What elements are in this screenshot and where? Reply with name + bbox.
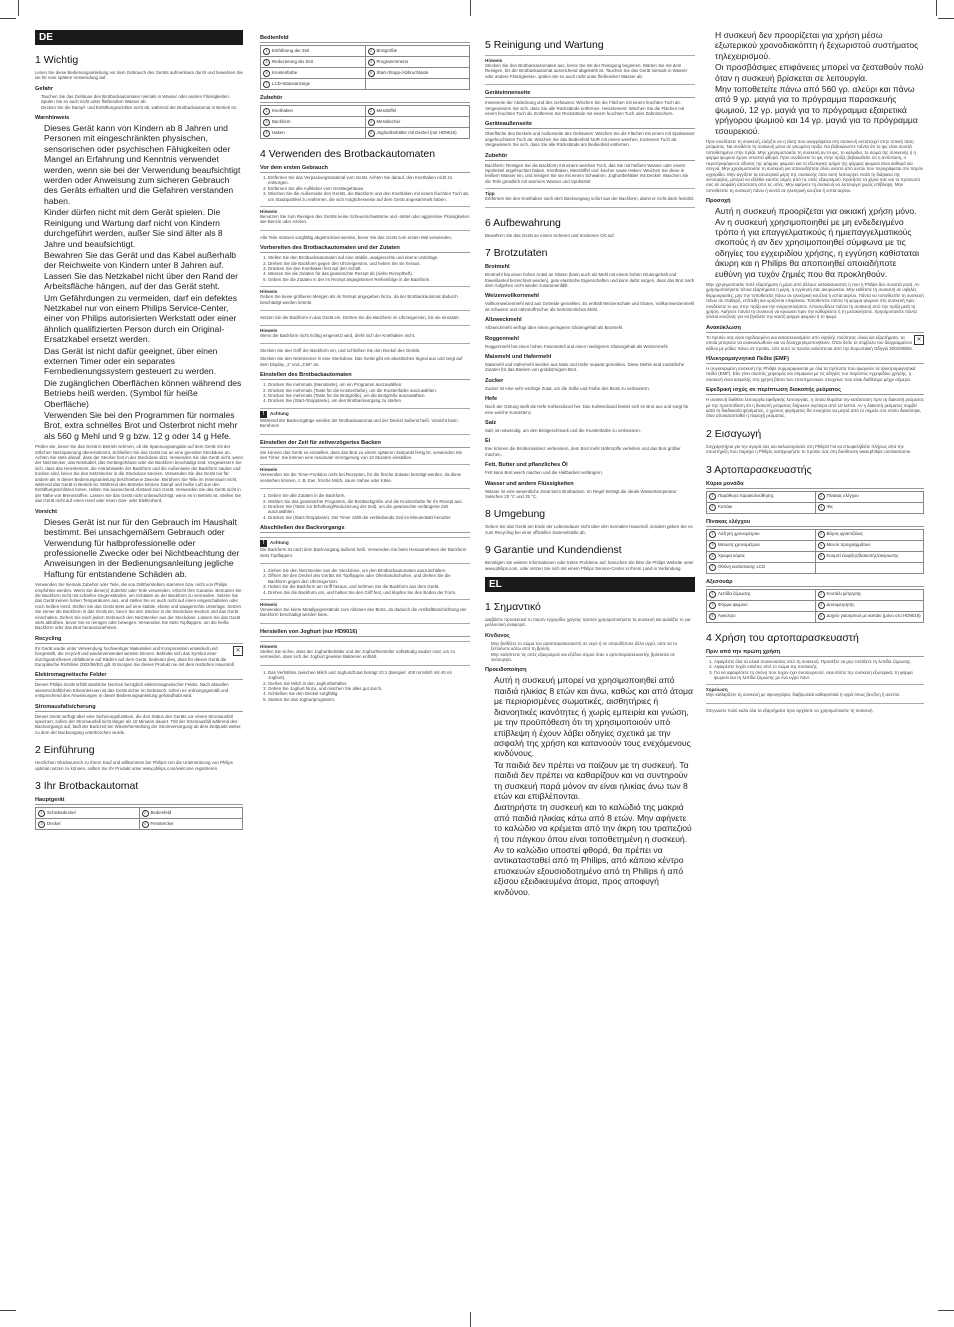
table-row — [261, 68, 470, 79]
section-heading: 7 Brotzutaten — [485, 247, 548, 260]
warning-box — [260, 537, 470, 564]
note-title: Hinweis — [260, 327, 278, 333]
table-cell: 6 Κουμπί έναρξης/διακοπής/ακύρωσης — [815, 551, 924, 562]
parts-table — [706, 589, 924, 623]
bullet-list — [706, 30, 924, 136]
section-heading: 4 Verwenden des Brotbackautomaten — [260, 148, 436, 160]
list-item: 3. Heben Sie die Backform am Griff heraus, und nehmen Sie die Backform aus dem Gerät. — [268, 584, 470, 589]
table-cell: 1 Αύξηση χρονομέτρου — [707, 529, 816, 540]
subheading: Einstellen der Zeit für zeitverzögertes Backen — [260, 440, 470, 448]
crop-mark — [470, 1312, 471, 1327]
section-heading: 1 Wichtig — [35, 54, 79, 66]
tip-box — [485, 188, 695, 207]
subheading: Stromausfallsicherung — [35, 704, 243, 712]
table-cell: 1 Λεπίδα ζύμωσης — [707, 589, 816, 600]
subheading: Einstellen des Brotbackautomaten — [260, 372, 470, 380]
table-row — [707, 589, 924, 600]
paragraph: Während der Backvorgänge werden der Brotbackautomat und der Deckel äußerst heiß. Vorsicht beim Berühren! — [260, 417, 458, 429]
table-row — [261, 79, 470, 90]
table-cell: 7 Οθόνη κατάστασης LCD — [707, 562, 816, 573]
language-tab-de: DE — [35, 30, 243, 45]
table-row — [707, 491, 924, 502]
paragraph: Wenn die Backform nicht richtig eingesetzt wird, dreht sich der Knethaken nicht. — [260, 332, 416, 338]
table-cell: 4 Messbecher — [365, 117, 470, 128]
table-cell: 2 Messlöffel — [365, 106, 470, 117]
list-item: • Bewahren Sie das Gerät und das Kabel außerhalb der Reichweite von Kindern unter 8 Jahren auf. Lassen Sie das Netzkabel nicht über den Rand der Arbeitsfläche hängen, auf der das Gerät steht. — [44, 250, 243, 292]
subheading: Gefahr — [35, 85, 54, 92]
list-item: • Verwenden Sie bei den Programmen für normales Brot, extra schnelles Brot und Osterbrot nicht mehr als 560 g Mehl und 9 g bzw. 12 g oder 14 g Hefe. — [44, 410, 243, 441]
crop-mark — [0, 1310, 16, 1311]
note-box — [706, 684, 924, 703]
table-row — [707, 562, 924, 573]
paragraph: Πριν συνδέσετε τη συσκευή, ελέγξτε αν η τάση που αναγράφεται στη συσκευή αντιστοιχεί στην τοπική τάση ρεύματος. Να συνδέετε τη συσκευή μόνο σε γειωμένη πρίζα. Να βεβαιώνεστε πάντα ότι το φις είναι σωστά τοποθετημένο στην πρίζα. Μην χρησιμοποιείτε τη συσκευή αν το φις, το καλώδιο, το σώμα της συσκευής ή η φόρμα ψωμιού έχουν υποστεί φθορά. Πριν συνδέσετε το φις στην πρίζα, βεβαιωθείτε ότι η αντίσταση, ο περιστρεφόμενος άξονας της φόρμας ψωμιού και το εξωτερικό τμήμα της φόρμας ψωμιού είναι καθαρά και στεγνά. Μην χρησιμοποιείτε τη συσκευή για οποιονδήποτε άλλο σκοπό από αυτόν που περιγράφεται στο παρόν εγχειρίδιο. Μην αγγίζετε τα εσωτερικά μέρη της συσκευής όταν αυτή λειτουργεί. Κατά τη διάρκεια της λειτουργίας, μπορεί να εξέλθει καυτός ατμός από τις οπές εξαερισμού. Κρατήστε τα χέρια σας και το πρόσωπό σας σε ασφαλή απόσταση από τις οπές. Μην αφήνετε τη συσκευή να λειτουργεί χωρίς επίβλεψη. Μην τοποθετείτε τη συσκευή πάνω ή κοντά σε ηλεκτρική κουζίνα ή εστία αερίου. — [706, 139, 924, 193]
list-item: • Μην τοποθετείτε πάνω από 560 γρ. αλεύρι και πάνω από 9 γρ. μαγιά για το πρόγραμμα παρασκευής ψωμιού, 12 γρ. μαγιά για το πρόγραμμα εξαιρετικά γρήγορου ψωμιού και 14 γρ. μαγιά για το πρόγραμμα τσουρεκιού. — [715, 84, 924, 136]
list-item: 3. Για να αφαιρέσετε τη σκόνη που τυχόν έχει συσσωρευτεί, σκουπίστε την συσκευή εξωτερικά, τη φόρμα ψωμιού και τη λεπίδα ζύμωσης με ένα υγρό πανί. — [714, 670, 924, 681]
subheading: Vor dem ersten Gebrauch — [260, 165, 470, 173]
list-item: • Αυτή η συσκευή μπορεί να χρησιμοποιηθεί από παιδιά ηλικίας 8 ετών και άνω, καθώς και από άτομα με περιορισμένες σωματικές, αισθητήριες ή διανοητικές ικανότητες ή χωρίς εμπειρία και γνώση, με την προϋπόθεση ότι τη χρησιμοποιούν υπό επίβλεψη ή έχουν λάβει οδηγίες σχετικά με την ασφαλή της χρήση και κατανοούν τους ενεχόμενους κινδύνους. — [494, 675, 695, 758]
section-heading: 8 Umgebung — [485, 508, 546, 521]
paragraph: Stecken Sie den Griff der Backform ein, und schließen Sie den Deckel des Geräts. — [260, 347, 421, 353]
subheading: Herstellen von Joghurt (nur HD9016) — [260, 629, 470, 637]
section-heading: 3 Ihr Brotbackautomat — [35, 780, 139, 793]
column-4 — [706, 30, 924, 1300]
subheading: Κίνδυνος — [485, 632, 510, 639]
paragraph: Η συσκευή διαθέτει λειτουργία εφεδρικής λειτουργίας, η οποία θυμάται την κατάσταση πριν τη διακοπή ρεύματος με την προϋπόθεση ότι η διακοπή ρεύματος διήρκεσε λιγότερο από 10 λεπτά. Αν η διακοπή ρεύματος συμβεί κατά τη διαδικασία ψησίματος, ο χρόνος ψησίματος θα συνεχίσει να μετρά από το σημείο στο οποίο διακόπηκε, όταν αποκατασταθεί η παροχή ρεύματος. — [706, 397, 924, 419]
list-item: 3. Drücken Sie (Taste zur Erhöhung/Reduzierung der Zeit), um die gewünschte verlängerte Zeit auszuwählen. — [268, 504, 470, 515]
subheading: Bedienfeld — [260, 35, 470, 43]
note-title: Σημείωση — [706, 687, 728, 693]
list-item: 3. Drücken Sie den Knethaken fest auf den Schaft. — [268, 266, 470, 271]
table-cell: 3 Μείωση χρονομέτρου — [707, 540, 816, 551]
list-item: 2. Drehen Sie die Backform gegen den Uhrzeigersinn, und heben Sie sie heraus. — [268, 261, 470, 266]
section-heading: 9 Garantie und Kundendienst — [485, 544, 622, 557]
note-title: Hinweis — [260, 467, 278, 473]
step-list — [706, 659, 924, 681]
paragraph: Salz ist notwendig, um den Brotgeschmack und die Krustenfarbe zu verbessern. — [485, 427, 641, 433]
step-list — [260, 670, 470, 702]
subheading: Πριν από την πρώτη χρήση — [706, 649, 924, 657]
subheading: Zucker — [485, 377, 504, 384]
table-cell: 2 Bedienfeld — [139, 808, 243, 819]
paragraph: Geben Sie das Gerät am Ende der Lebensdauer nicht über den normalen Hausmüll, sondern geben Sie es zum Recycling bei einer offiziellen Sammelstelle ab. — [485, 524, 693, 535]
subheading: Vorsicht — [35, 508, 57, 515]
table-cell: 5 Krustenfarbe — [261, 68, 366, 79]
paragraph: Stecken Sie den Netzstecker in eine Steckdose. Das Gerät gibt ein akustisches Signal aus und zeigt auf dem Display „1" und „3:55" an. — [260, 356, 463, 367]
note-box — [260, 599, 470, 624]
paragraph: Sie können das Gerät so einstellen, dass das Brot zu einem späteren Zeitpunkt fertig ist, verwenden Sie den Timer. Sie können eine maximale Verzögerung von 13 Stunden einstellen. — [260, 449, 463, 460]
bullet-list — [35, 123, 243, 441]
subheading: Zubehör — [260, 95, 470, 103]
paragraph: Lesen Sie diese Bedienungsanleitung vor dem Gebrauch des Geräts aufmerksam durch und bewahren Sie sie für eine spätere Verwendung auf. — [35, 70, 243, 81]
subheading: Hefe — [485, 396, 498, 403]
paragraph: Die Backform ist nach dem Backvorgang äußerst heiß. Verwenden Sie beim Herausnehmen der Backform stets Topflappen. — [260, 547, 467, 558]
paragraph: Roggenmehl hat einen hohen Faseranteil und einen niedrigeren Glutengehalt als Weizenmehl. — [485, 343, 669, 349]
step-list — [260, 568, 470, 595]
list-item: • Das Gerät ist nicht dafür geeignet, über einen externen Timer oder ein separates Fernbedienungssystem gesteuert zu werden. — [44, 346, 243, 377]
list-item: 1. Geben Sie alle Zutaten in die Backform. — [268, 493, 470, 498]
table-cell: 4 Μενού προγραμμάτων — [815, 540, 924, 551]
paragraph: Backform: Reinigen Sie die Backform mit einem weichen Tuch, das Sie mit heißem Wasser oder einem Spülmittel angefeuchtet haben. Knethaken, Messlöffel und -becher sowie Haken: Weichen Sie diese in heißem Wasser ein, und reinigen Sie sie mit einem Schwamm. Joghurtbehälter mit Deckel: Waschen Sie die Teile gründlich mit warmem Wasser und Spülmittel. — [485, 162, 689, 184]
paragraph: Zucker ist eine sehr wichtige Zutat, um die Süße und Farbe des Brots zu verbessern. — [485, 385, 650, 391]
list-item: 3. Drücken Sie mehrmals (Taste für die Brotgröße), um die Brotgröße auszuwählen. — [268, 393, 470, 398]
subheading: Roggenmehl — [485, 335, 519, 342]
table-row — [261, 106, 470, 117]
list-item: 2. Wählen Sie das gewünschte Programm, die Brotbackgröße und die Krustenfarbe für Ihr Rezept aus. — [268, 499, 470, 504]
note-title: Hinweis — [260, 643, 278, 649]
subheading: Abschließen des Backvorgangs — [260, 525, 470, 533]
list-item: 3. Geben Sie Joghurt hinzu, und mischen Sie alles gut durch. — [268, 686, 470, 691]
table-cell — [815, 562, 924, 573]
list-item: 5. Starten Sie das Joghurtprogramm. — [268, 697, 470, 702]
list-item: 2. Entfernen Sie alle Aufkleber vom Gerätegehäuse. — [268, 186, 470, 191]
list-item: • Kinder dürfen nicht mit dem Gerät spielen. Die Reinigung und Wartung darf nicht von Kindern durchgeführt werden, außer Sie sind älter als 8 Jahre und beaufsichtigt. — [44, 207, 243, 249]
subheading: Vorbereiten des Brotbackautomaten und der Zutaten — [260, 245, 470, 253]
parts-table — [706, 491, 924, 514]
step-list — [260, 382, 470, 404]
table-row — [36, 819, 243, 830]
list-item: • Μην βυθίζετε το σώμα του αρτοπαρασκευαστή σε νερό ή σε οποιοδήποτε άλλο υγρό, ούτε να το ξεπλένετε κάτω από τη βρύση. — [491, 641, 695, 652]
paragraph: Μην χρησιμοποιείτε ποτέ εξαρτήματα ή μέρη από άλλους κατασκευαστές ή που η Philips δεν συνιστά ρητά. Αν χρησιμοποιήσετε τέτοια εξαρτήματα ή μέρη, η εγγύησή σας ακυρώνεται. Μην εκθέτετε τη συσκευή σε υψηλές θερμοκρασίες, μην την τοποθετείτε πάνω σε ηλεκτρική κουζίνα ή εστία αερίου. Πάντα να τοποθετείτε τη συσκευή πάνω σε σταθερή, επίπεδη και οριζόντια επιφάνεια. Τοποθετείτε πάντα τη φόρμα ψωμιού στη συσκευή πριν συνδέσετε το φις στην πρίζα και την ενεργοποιήσετε. Αποσυνδέετε πάντα τη συσκευή από την πρίζα μετά τη χρήση. Αφήνετε πάντα τη συσκευή να κρυώσει πριν την καθαρίσετε ή τη μετακινήσετε. Χρησιμοποιείτε πάντα γάντια κουζίνας για να βγάλετε την καυτή φόρμα ψωμιού ή το ψωμί. — [706, 281, 924, 320]
list-item: • Μην καλύπτετε τις οπές εξαερισμού και εξόδου ατμού όταν ο αρτοπαρασκευαστής βρίσκεται σε λειτουργία. — [491, 652, 695, 663]
recycling-text: Το προϊόν σας είναι σχεδιασμένο και κατασκευασμένο από υψηλής ποιότητας υλικά και εξαρτήματα, τα οποία μπορούν να ανακυκλωθούν και να ξαναχρησιμοποιηθούν. Όταν δείτε το σύμβολο του διαγραμμένου κάδου με ρόδες πάνω σε προϊόν, τότε αυτό το προϊόν καλύπτεται από την Ευρωπαϊκή Οδηγία 2002/96/ΕΚ. — [706, 334, 914, 351]
list-item: 2. Drücken Sie mehrmals (Taste für die Krustenfarbe), um die Krustenfarbe auszuwählen. — [268, 388, 470, 393]
recycle-bin-icon: ✕ — [233, 646, 243, 656]
table-cell: 6 Start-/Stopp-/Abbruchtaste — [365, 68, 470, 79]
note-box — [260, 286, 470, 311]
table-row — [707, 551, 924, 562]
table-cell: 1 Knethaken — [261, 106, 366, 117]
crop-mark — [938, 18, 954, 19]
list-item: • Οι προσβάσιμες επιφάνειες μπορεί να ζεσταθούν πολύ όταν η συσκευή βρίσκεται σε λειτουργία. — [715, 62, 924, 83]
table-row — [707, 529, 924, 540]
subheading: Warnhinweis — [35, 115, 70, 122]
parts-table — [260, 45, 470, 90]
paragraph: Vollkornweizenmehl wird aus Getreide gemahlen. Es enthält Weizenschale und Gluten. Vollkornweizenmehl ist schwerer und nährstoffreicher als herkömmliches Mehl. — [485, 301, 695, 312]
list-item: 4. Drehen Sie die Backform um, und halten Sie den Griff fest, und klopfen Sie den Boden der Form. — [268, 590, 470, 595]
table-row — [36, 808, 243, 819]
list-item: 1. Stellen Sie den Brotbackautomaten auf eine stabile, waagerechte und ebene Unterlage. — [268, 255, 470, 260]
list-item: • Αν το καλώδιο υποστεί φθορά, θα πρέπει να αντικατασταθεί από τη Philips, από κάποιο κέντρο επισκευών εξουσιοδοτημένο από τη Philips ή από εξίσου εξειδικευμένα άτομα, προς αποφυγή κινδύνου. — [494, 845, 695, 897]
list-item: 4. Drücken Sie (Start-/Stopptaste), um den Brotbackvorgang zu starten. — [268, 398, 470, 403]
table-cell: 6 Δοχείο γιαουρτιού με καπάκι (μόνο στο HD9016) — [815, 611, 924, 622]
paragraph — [35, 646, 243, 668]
crop-mark — [938, 1310, 954, 1311]
section-heading: 6 Aufbewahrung — [485, 216, 561, 229]
subheading: Εφεδρική ισχύς σε περίπτωση διακοπής ρεύματος — [706, 387, 924, 395]
language-tab-el: EL — [485, 577, 695, 592]
bullet-list — [35, 94, 243, 110]
table-cell: 1 Παράθυρο παρακολούθησης — [707, 491, 816, 502]
section-heading: 2 Einführung — [35, 744, 95, 757]
section-heading: 4 Χρήση του αρτοπαρασκευαστή — [706, 631, 859, 644]
tip-title: Tipp — [485, 191, 495, 197]
paragraph: Verwenden Sie niemals Zubehör oder Teile, die von Drittherstellern stammen bzw. nicht von Philips empfohlen werden. Wenn Sie diese(s) Zubehör oder Teile verwenden, erlischt Ihre Garantie. Benutzen Sie die Backform nicht mit scharfen Gegenständen, um Schäden an der Backform zu vermeiden. Setzen Sie das Gerät keinen hohen Temperaturen aus, und stellen Sie es auch nicht auf einen eingeschalteten oder noch heißen Herd. Stellen Sie das Gerät stets auf eine stabile, ebene und waagerechte Unterlage. Setzen Sie immer die Backform in das Gerät ein, bevor Sie den Stecker in die Steckdose stecken und das Gerät einschalten. Ziehen Sie nach jedem Gebrauch den Netzstecker aus der Steckdose. Lassen Sie das Gerät stets abkühlen, bevor Sie es reinigen oder bewegen. Verwenden Sie stets Topflappen, um die heiße Backform oder das Brot herauszunehmen. — [35, 582, 242, 631]
paragraph: Wasser ist eine wesentliche Zutat beim Brotbacken. Im Regel beträgt die ideale Wassertemperatur zwischen 20 °C und 25 °C. — [485, 488, 677, 499]
list-item: 1. Drücken Sie mehrmals (Menütaste), um ein Programm auszuwählen. — [268, 382, 470, 387]
paragraph: Bewahren Sie das Gerät an einem sicheren und trockenen Ort auf. — [485, 232, 615, 238]
table-row — [707, 540, 924, 551]
list-item: 2. Αφαιρέστε τυχόν ετικέτες από το σώμα της συσκευής. — [714, 664, 924, 669]
note-title: Hinweis — [260, 602, 278, 608]
column-2 — [260, 30, 470, 1300]
note-title: Hinweis — [260, 209, 278, 215]
list-item: • Τα παιδιά δεν πρέπει να παίζουν με τη συσκευή. Τα παιδιά δεν πρέπει να καθαρίζουν και να συντηρούν τη συσκευή παρά μόνον αν είναι ηλικίας άνω των 8 ετών και επιβλέπονται. — [494, 760, 695, 802]
table-cell: 7 LCD-Statusanzeige — [261, 79, 366, 90]
subheading: Geräteinnenseite — [485, 90, 695, 98]
list-item: 4. Drücken Sie (Start-/Stopptaste). Der Timer zählt die verbleibende Zeit im Minutentakt herunter. — [268, 515, 470, 520]
note-title: Hinweis — [260, 289, 278, 295]
list-item: 4. Messen Sie die Zutaten für das gewünschte Rezept ab (siehe Rezeptheft). — [268, 271, 470, 276]
note-title: Hinweis — [485, 58, 503, 63]
table-cell: 1 Schiebedeckel — [36, 808, 140, 819]
paragraph: Benutzen Sie zum Reinigen des Geräts keine Scheuerschwämme und -mittel oder aggressive Flüssigkeiten wie Benzin oder Azeton. — [260, 214, 470, 225]
table-cell: 4 Δοσομετρητής — [815, 600, 924, 611]
paragraph: Oberfläche des Deckels und Außenseite des Gehäuses: Wischen Sie die Flächen mit einem mit Spülwasser angefeuchteten Tuch ab. Wischen Sie das Bedienfeld NUR mit einem weichen, trockenen Tuch ab. Vergewissern Sie sich, dass Sie alle Rückstände am Bedienfeld entfernen. — [485, 131, 695, 148]
step-list — [260, 255, 470, 282]
subheading: Elektromagnetische Felder — [35, 672, 243, 680]
table-cell: 3 Φόρμα ψωμιού — [707, 600, 816, 611]
subheading: Προειδοποίηση — [485, 667, 527, 674]
subheading: Ei — [485, 438, 491, 445]
table-cell: 4 Φις — [815, 502, 924, 513]
paragraph: Alle Teile müssen sorgfältig abgetrocknet werden, bevor Sie das Gerät zum ersten Mal verwenden. — [260, 234, 452, 240]
note-box — [260, 325, 470, 344]
subheading: Hauptgerät — [35, 797, 243, 805]
paragraph: Eier können die Brotkonsistenz verbessern, dem Brot mehr Nährstoffe verleihen und das Brot größer machen. — [485, 446, 681, 457]
bullet-list — [485, 675, 695, 897]
list-item: 1. Das Verhältnis zwischen Milch und Joghurt/Zutat beträgt 10:1 (Beispiel: 400 ml Milch mit 40 ml Joghurt). — [268, 670, 470, 681]
paragraph: Verwenden Sie keine Metallgegenstände zum Ablösen des Brots, da dadurch die Antihaftbeschichtung der Backform beschädigt werden kann. — [260, 607, 467, 618]
table-cell: 3 Deckel — [36, 819, 140, 830]
list-item: • Tauchen Sie das Gehäuse des Brotbackautomaten niemals in Wasser oder andere Flüssigkeiten. Spülen Sie es auch nicht unter fließendem Wasser ab. — [41, 94, 243, 105]
subheading: Brotmehl — [485, 264, 510, 271]
crop-mark — [470, 0, 471, 16]
list-item: • Αυτή η συσκευή προορίζεται για οικιακή χρήση μόνο. Αν η συσκευή χρησιμοποιηθεί με μη ενδεδειγμένο τρόπο ή για επαγγελματικούς ή ημιεπαγγελματικούς σκοπούς ή αν δεν χρησιμοποιηθεί σύμφωνα με τις οδηγίες του εγχειριδίου χρήσης, η εγγύηση καθίσταται άκυρη και η Philips θα αποποιηθεί οποιαδήποτε ευθύνη για τυχόν ζημιές που θα προκληθούν. — [715, 206, 924, 279]
step-list — [260, 493, 470, 520]
parts-table — [706, 529, 924, 574]
paragraph: Στεγνώστε πολύ καλά όλα τα εξαρτήματα πριν αρχίσετε να χρησιμοποιείτε τη συσκευή. — [706, 707, 874, 713]
recycling-text: Ihr Gerät wurde unter Verwendung hochwertiger Materialien und Komponenten entwickelt und hergestellt, die recycelt und wiederverwendet werden können. Befindet sich das Symbol einer durchgestrichenen Abfalltonne auf Rädern auf dem Gerät, bedeutet dies, dass für dieses Gerät die Europäische Richtlinie 2002/96/EG gilt. Entsorgen Sie dieses Produkt nie mit dem restlichen Hausmüll. — [35, 645, 235, 667]
table-cell: 5 Άγκιστρο — [707, 611, 816, 622]
table-cell: 2 Κουτάλι μέτρησης — [815, 589, 924, 600]
table-row — [261, 117, 470, 128]
crop-mark — [936, 0, 937, 16]
parts-table — [35, 807, 243, 830]
table-row — [707, 611, 924, 622]
subheading: Ανακύκλωση — [706, 325, 924, 333]
paragraph: Brotmehl hat einen hohen Anteil an Gluten (kann auch als Mehl mit einem hohen Glutengehalt und Eiweißanteil bezeichnet werden), gute elastische Eigenschaften und kann dafür sorgen, dass das Brot nach dem Aufgehen nicht wieder zusammenfällt. — [485, 272, 695, 288]
table-cell: 4 Fenstercker — [139, 819, 243, 830]
column-3 — [485, 30, 695, 1300]
list-item: 5. Geben Sie die Zutaten in der im Rezept angegebenen Reihenfolge in die Backform. — [268, 277, 470, 282]
table-row — [261, 57, 470, 68]
table-cell: 3 Reduzierung der Zeit — [261, 57, 366, 68]
subheading: Fett, Butter und pflanzliches Öl — [485, 462, 568, 469]
list-item: 1. Αφαιρέστε όλα τα υλικά συσκευασίας από τη συσκευή. Προσέξτε να μην πετάξετε τη λεπίδα ζύμωσης. — [714, 659, 924, 664]
bullet-list — [706, 206, 924, 279]
note-box — [485, 55, 695, 85]
table-cell: 5 Χρώμα κόρας — [707, 551, 816, 562]
list-item: • Dieses Gerät kann von Kindern ab 8 Jahren und Personen mit eingeschränkten physischen, sensorischen oder psychischen Fähigkeiten oder Mangel an Erfahrung und Kenntnis verwendet werden, wenn sie bei der Verwendung beaufsichtigt werden oder Anweisung zum sicheren Gebrauch des Geräts erhalten und die Gefahren verstanden haben. — [44, 123, 243, 206]
paragraph: Prüfen Sie, bevor Sie das Gerät in Betrieb nehmen, ob die Spannungsangabe auf dem Gerät mit der örtlichen Netzspannung übereinstimmt. Schließen Sie das Gerät nur an eine geerdete Steckdose an. Achten Sie stets darauf, dass der Stecker fest in der Steckdose sitzt. Verwenden Sie das Gerät nicht, wenn der Netzstecker, das Netzkabel, das Gerätegehäuse oder die Backform beschädigt sind. Vergewissern Sie sich, dass das Heizelement, die Antriebswelle der Backform und die Außenseite der Backform sauber und trocken sind, bevor Sie den Netzstecker in die Steckdose stecken. Verwenden Sie das Gerät nur für andere als in dieser Bedienungsanleitung beschriebene Zwecke. Berühren Sie Teile im Innenraum nicht, während das Gerät in Betrieb ist. Während des Betriebs können Dampf und heiße Luft aus den Entlüftungsschlitzen treten. Halten Sie ausreichend Abstand zum Gerät. Verwenden Sie das Gerät nicht in der Nähe von Brennstoffen. Lassen Sie das Gerät nicht unbeaufsichtigt, wenn es in Betrieb ist. Stellen Sie das Gerät nicht auf einen Herd oder einen Gas- oder Elektroherd. — [35, 444, 243, 504]
table-row — [261, 128, 470, 139]
subheading: Salz — [485, 419, 497, 426]
list-item: • Dieses Gerät ist nur für den Gebrauch im Haushalt bestimmt. Bei unsachgemäßem Gebrauch oder Verwendung für halbprofessionelle oder professionelle Zwecke oder bei Nichtbeachtung der Anweisungen in der Bedienungsanleitung jegliche Haftung für entstandene Schäden ab. — [44, 517, 243, 579]
paragraph: Herzlichen Glückwunsch zu Ihrem Kauf und willkommen bei Philips! Um die Unterstützung von Philips optimal nutzen zu können, sollten Sie Ihr Produkt unter www.philips.com/welcome registrieren. — [35, 760, 233, 771]
paragraph: Allzweckmehl verfügt über einen geringeren Glutengehalt als Brotmehl. — [485, 325, 624, 331]
list-item: • Decken Sie die Dampf- und Entlüftungsschlitze nicht ab, während der Brotbackautomat in Betrieb ist. — [41, 105, 243, 110]
table-cell: 3 Backform — [261, 117, 366, 128]
table-row — [261, 46, 470, 57]
table-cell: 4 Programmmenü — [365, 57, 470, 68]
subheading: Maismehl und Hafermehl — [485, 353, 552, 360]
subheading: Προσοχή — [706, 198, 731, 205]
parts-table — [260, 105, 470, 139]
paragraph: Διαβάστε προσεκτικά το παρόν εγχειρίδιο χρήσης προτού χρησιμοποιήσετε τη συσκευή και φυλάξτε το για μελλοντική αναφορά. — [485, 617, 691, 628]
paragraph: Maismehl und Hafermehl werden aus Mais und Hafer separat gemahlen. Diese Mehle sind zusätzliche Zutaten für das Backen von grobkörnigem Brot. — [485, 361, 685, 373]
table-cell: 3 Καπάκι — [707, 502, 816, 513]
paragraph: Μην καθαρίζετε τη συσκευή με σφουγγάρια, διαβρωτικά καθαριστικά ή υγρά όπως βενζίνη ή ασετόν. — [706, 692, 901, 698]
note-box — [260, 206, 470, 231]
paragraph: Geben Sie keine größeren Mengen als im Rezept angegeben hinzu, da der Brotbackautomat dadurch beschädigt werden könnte. — [260, 294, 458, 305]
table-cell: 2 Brotgrößte — [365, 46, 470, 57]
subheading: Recycling — [35, 636, 243, 644]
list-item: 2. Öffnen Sie den Deckel des Geräts mit Topflappen oder Ofenhandschuhen, und drehen Sie die Backform gegen den Uhrzeigersinn. — [268, 573, 470, 584]
list-item: • Um Gefährdungen zu vermeiden, darf ein defektes Netzkabel nur von einem Philips Service-Center, einer von Philips autorisierten Werkstatt oder einer ähnlich qualifizierten Person durch ein Original-Ersatzkabel ersetzt werden. — [44, 293, 243, 345]
paragraph: Innenseite der Abdeckung und des Gehäuses: Wischen Sie die Flächen mit einem feuchten Tuch ab. Vergewissern Sie sich, dass Sie alle Rückstände entfernen. Heizelement: Wischen Sie die Flächen mit einem feuchten Tuch ab. Entfernen Sie Rückstände mit einem feuchten Tuch oder Zahnstochern. — [485, 100, 685, 117]
subheading: Weizenvollkornmehl — [485, 293, 539, 300]
warning-title: ! Achtung — [260, 411, 470, 418]
list-item: • Die zugänglichen Oberflächen können während des Betriebs heiß werden. (Symbol für heiße Oberfläche) — [44, 378, 243, 409]
bullet-list — [485, 641, 695, 663]
table-cell: 1 Einführung der Zeit — [261, 46, 366, 57]
subheading: Πίνακας ελέγχου — [706, 519, 924, 527]
table-cell: 2 Πίνακας ελέγχου — [815, 491, 924, 502]
recycle-bin-icon: ✕ — [914, 335, 924, 345]
table-row — [707, 502, 924, 513]
table-cell: 5 Haken — [261, 128, 366, 139]
paragraph: Stecken Sie den Brotbackautomaten aus, bevor Sie mit der Reinigung beginnen. Warten Sie mit dem Reinigen, bis der Brotbackautomat ausreichend abgekühlt ist. Tauchen Sie das Gerät niemals in Wasser oder andere Flüssigkeiten, spülen Sie es auch nicht unter fließendem Wasser ab. — [485, 63, 688, 79]
table-cell: 6 Joghurtbehälter mit Deckel (nur HD9016) — [365, 128, 470, 139]
paragraph: Συγχαρητήρια για την αγορά σας και καλωσορίσατε στη Philips! Για να επωφεληθείτε πλήρως από την υποστήριξη που παρέχει η Philips, καταχωρήστε το προϊόν σας στη διεύθυνση www.philips.com/welcome. — [706, 443, 912, 455]
list-item: 1. Entfernen Sie das Verpackungsmaterial vom Gerät. Achten Sie darauf, den Knethaken nicht zu entsorgen. — [268, 175, 470, 186]
list-item: • Η συσκευή δεν προορίζεται για χρήση μέσω εξωτερικού χρονοδιακόπτη ή ξεχωριστού συστήματος τηλεχειρισμού. — [715, 30, 924, 61]
list-item: 3. Wischen Sie die Außenseite des Geräts, die Backform und den Knethaken mit einem feuchten Tuch ab, um Staubpartikel zu entfernen, die sich möglicherweise auf dem Gerät angesammelt haben. — [268, 191, 470, 202]
paragraph: Fett kann Brot weich machen und die Haltbarkeit verlängern. — [485, 470, 603, 476]
paragraph: Dieses Gerät verfügt über eine Sicherungsfunktion, die den Status des Geräts vor einem Stromausfall speichert, sofern der Stromausfall nicht länger als 10 Minuten dauert. Tritt der Stromausfall während des Backvorgangs auf, läuft der Backzeit bei Wiederherstellung der Stromversorgung ab dem Zeitpunkt weiter, zu dem der Backvorgang unterbrochen wurde. — [35, 713, 242, 735]
section-heading: 2 Εισαγωγή — [706, 427, 762, 440]
table-cell: 2 Βάρος φραντζόλας — [815, 529, 924, 540]
column-1 — [35, 30, 243, 1300]
crop-mark — [18, 0, 19, 16]
list-item: 1. Ziehen Sie den Netzstecker aus der Steckdose, um den Brotbackautomaten auszuschalten. — [268, 568, 470, 573]
list-item: • Διατηρήστε τη συσκευή και το καλώδιό της μακριά από παιδιά ηλικίας κάτω από 8 ετών. Μην αφήνετε το καλώδιο να κρέμεται από την άκρη του τραπεζιού ή του πάγκου όπου είναι τοποθετημένη η συσκευή. — [494, 802, 695, 844]
table-row — [707, 600, 924, 611]
step-list — [260, 175, 470, 202]
crop-mark — [0, 18, 16, 19]
note-box — [260, 641, 470, 666]
subheading: Allzweckmehl — [485, 317, 522, 324]
list-item: 4. Schließen Sie den Deckel sorgfältig. — [268, 691, 470, 696]
warning-box — [260, 408, 470, 435]
subheading: Wasser und andere Flüssigkeiten — [485, 480, 574, 487]
paragraph: Dieses Philips Gerät erfüllt sämtliche Normen bezüglich elektromagnetischer Felder. Nach aktuellen wissenschaftlichen Erkenntnissen ist das Gerät sicher im Gebrauch, sofern es ordnungsgemäß und entsprechend den Anweisungen in dieser Bedienungsanleitung gehandhabt wird. — [35, 682, 229, 699]
paragraph: Benötigen Sie weitere Informationen oder treten Probleme auf, besuchen Sie bitte die Philips Website unter www.philips.com, oder setzen Sie sich mit einem Philips Service-Center in Ihrem Land in Verbindung. — [485, 560, 694, 571]
subheading: Αξεσουάρ — [706, 579, 924, 587]
ingredient-list — [485, 264, 695, 499]
table-cell — [365, 79, 470, 90]
subheading: Geräteaußenseite — [485, 121, 695, 129]
note-box — [260, 464, 470, 489]
subheading: Κύρια μονάδα — [706, 481, 924, 489]
bullet-list — [35, 517, 243, 579]
paragraph: Nach der Gärung stellt die Hefe Kohlendioxid her. Das Kohlendioxid breitet sich im Brot aus und sorgt für eine weiche Konsistenz. — [485, 404, 689, 415]
paragraph — [706, 335, 924, 351]
section-heading: 3 Αρτοπαρασκευαστής — [706, 463, 812, 476]
subheading: Zubehör — [485, 153, 695, 161]
warning-title: ! Achtung — [260, 540, 470, 547]
section-heading: 5 Reinigung und Wartung — [485, 39, 604, 51]
paragraph: Setzen Sie die Backform in das Gerät ein. Drehen Sie die Backform im Uhrzeigersinn, bis sie einrastet. — [260, 315, 460, 321]
subheading: Ηλεκτρομαγνητικά Πεδία (EMF) — [706, 356, 924, 364]
section-heading: 1 Σημαντικό — [485, 601, 541, 614]
list-item: 2. Gießen Sie Milch in den Joghurtbehälter. — [268, 681, 470, 686]
paragraph: Η συγκεκριμένη συσκευή της Philips συμμορφώνεται με όλα τα πρότυπα που αφορούν τα ηλεκτρομαγνητικά πεδία (EMF). Εάν γίνει σωστός χειρισμός και σύμφωνα με τις οδηγίες του παρόντος εγχειριδίου χρήσης, η συσκευή είναι ασφαλής στη χρήση βάσει των επιστημονικών στοιχείων που είναι διαθέσιμα μέχρι σήμερα. — [706, 366, 916, 382]
paragraph: Entfernen Sie den Knethaken nach dem Backvorgang sofort aus der Backform, damit er nicht darin festsitzt. — [485, 196, 695, 202]
paragraph: Stellen Sie sicher, dass der Joghurtbehälter und der Joghurthersteller vollständig sauber sind, um zu vermeiden, dass sich der Joghurt gewisse Bakterien enthält. — [260, 648, 456, 660]
paragraph: Verwenden Sie die Timer-Funktion nicht bei Rezepten, für die frische Zutaten benötigt werden, da diese verderben können, z. B. Eier, frische Milch, saure Sahne oder Käse. — [260, 472, 462, 483]
